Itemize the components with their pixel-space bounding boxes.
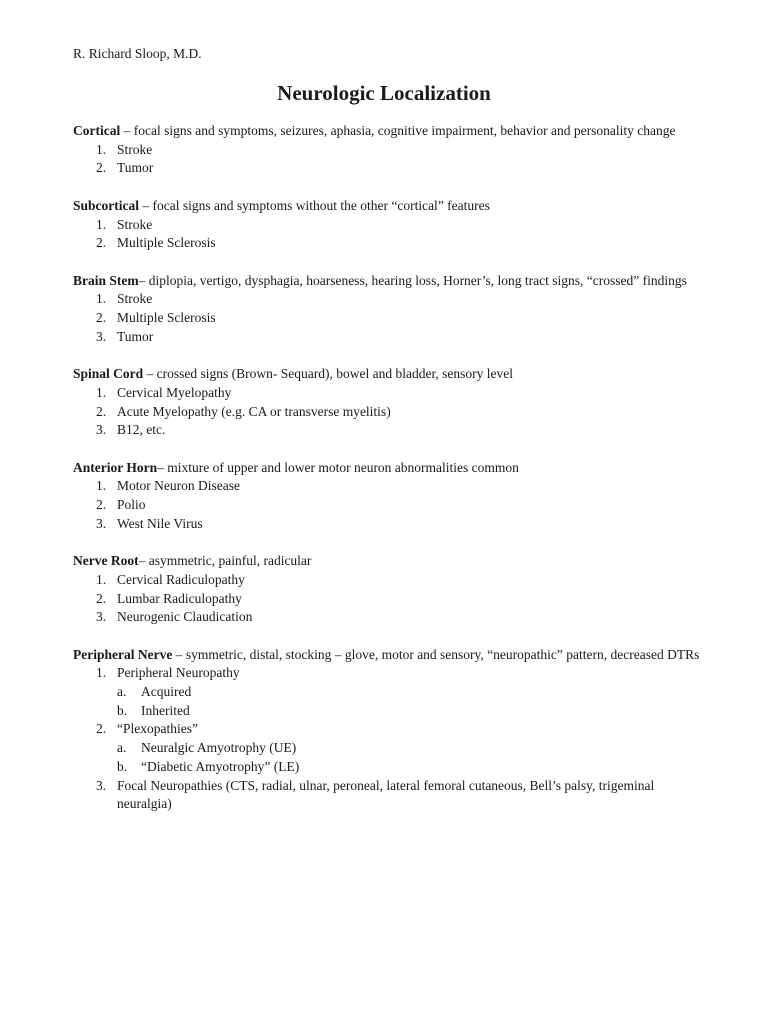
section-term: Subcortical [73,197,139,213]
sublist-letter: a. [117,684,127,699]
section-description: – symmetric, distal, stocking – glove, motor and sensory, “neuropathic” pattern, decreased DTRs [172,646,700,662]
sublist-item-text: Neuralgic Amyotrophy (UE) [141,740,297,756]
sublist-item-text: Acquired [141,684,192,699]
section [73,365,703,440]
list-item-text: Tumor [117,160,154,176]
list-item-text: B12, etc. [117,422,166,438]
numbered-list [73,141,703,178]
list-item-text: “Plexopathies” [117,721,198,737]
list-item [73,777,703,814]
section [73,272,703,347]
list-item-text: Tumor [117,328,154,344]
section-term: Brain Stem [73,272,139,288]
list-item-text: Polio [117,497,146,512]
section-description: – crossed signs (Brown- Sequard), bowel and bladder, sensory level [143,366,514,382]
sublist-letter: a. [117,740,127,756]
list-number: 3. [96,777,107,793]
list-item [73,328,703,347]
list-item-text: Cervical Myelopathy [117,384,232,400]
section [73,552,703,627]
section-heading [73,552,703,571]
list-number: 1. [96,384,107,400]
section-heading [73,646,703,665]
list-item [73,421,703,440]
list-item [73,720,703,776]
numbered-list [73,216,703,253]
section-heading [73,459,703,478]
list-number: 2. [96,403,107,419]
list-number: 2. [96,160,107,176]
list-item-text: West Nile Virus [117,515,203,531]
list-item [73,159,703,178]
list-item [73,234,703,253]
list-item [73,141,703,160]
list-item [73,515,703,534]
section-heading [73,365,703,384]
section-term: Nerve Root [73,553,139,569]
list-number: 2. [96,590,107,606]
numbered-list [73,664,703,814]
list-number: 2. [96,497,107,512]
list-item-text: Multiple Sclerosis [117,235,216,251]
sublist-letter: b. [117,702,128,718]
section-description: – asymmetric, painful, radicular [138,553,312,569]
section [73,122,703,178]
list-number: 2. [96,721,107,737]
list-item-text: Cervical Radiculopathy [117,571,245,587]
list-item-text: Peripheral Neuropathy [117,665,240,681]
list-item-text: Neurogenic Claudication [117,609,253,625]
sublist-item [117,683,703,702]
list-number: 3. [96,515,107,531]
lettered-sublist [117,683,703,720]
section-description: – mixture of upper and lower motor neuron abnormalities common [157,459,519,475]
list-item [73,384,703,403]
sublist-letter: b. [117,758,128,774]
list-number: 1. [96,291,107,307]
list-number: 1. [96,665,107,681]
list-number: 3. [96,328,107,344]
list-number: 1. [96,141,107,157]
list-item [73,216,703,235]
section [73,197,703,253]
list-item [73,290,703,309]
section-description: – focal signs and symptoms, seizures, aphasia, cognitive impairment, behavior and personality change [120,123,676,138]
list-number: 2. [96,310,107,325]
section-heading [73,272,703,291]
list-number: 3. [96,609,107,625]
list-item-text: Motor Neuron Disease [117,478,240,494]
numbered-list [73,477,703,533]
list-item-text: Lumbar Radiculopathy [117,590,242,606]
document-body [73,122,703,833]
list-item-text: Acute Myelopathy (e.g. CA or transverse myelitis) [117,403,391,419]
list-item-text: Stroke [117,291,153,307]
list-item-text: Stroke [117,141,153,157]
list-item [73,496,703,515]
list-item [73,664,703,720]
numbered-list [73,571,703,627]
author-line: R. Richard Sloop, M.D. [73,46,202,61]
list-item [73,477,703,496]
list-number: 1. [96,478,107,494]
sublist-item [117,739,703,758]
section-term: Spinal Cord [73,366,144,382]
list-item [73,608,703,627]
list-item [73,571,703,590]
list-item [73,590,703,609]
list-item [73,403,703,422]
section-term: Anterior Horn [73,459,158,475]
list-number: 1. [96,216,107,232]
section-heading [73,122,703,141]
lettered-sublist [117,739,703,776]
list-number: 1. [96,571,107,587]
list-item-text: Stroke [117,216,153,232]
list-number: 2. [96,235,107,251]
list-item [73,309,703,328]
sublist-item [117,758,703,777]
list-item-text: Focal Neuropathies (CTS, radial, ulnar, peroneal, lateral femoral cutaneous, Bell’s palsy, trigeminal neuralgia) [117,777,655,812]
section-term: Cortical [73,123,121,138]
sublist-item-text: “Diabetic Amyotrophy” (LE) [141,758,300,774]
numbered-list [73,384,703,440]
sublist-item [117,702,703,721]
page-title: Neurologic Localization [277,81,491,105]
section-description: – focal signs and symptoms without the other “cortical” features [139,197,490,213]
section [73,459,703,534]
section-description: – diplopia, vertigo, dysphagia, hoarseness, hearing loss, Horner’s, long tract signs, “crossed” findings [138,272,687,288]
list-item-text: Multiple Sclerosis [117,310,216,325]
section [73,646,703,814]
numbered-list [73,290,703,346]
list-number: 3. [96,422,107,438]
sublist-item-text: Inherited [141,702,190,718]
section-term: Peripheral Nerve [73,646,173,662]
section-heading [73,197,703,216]
